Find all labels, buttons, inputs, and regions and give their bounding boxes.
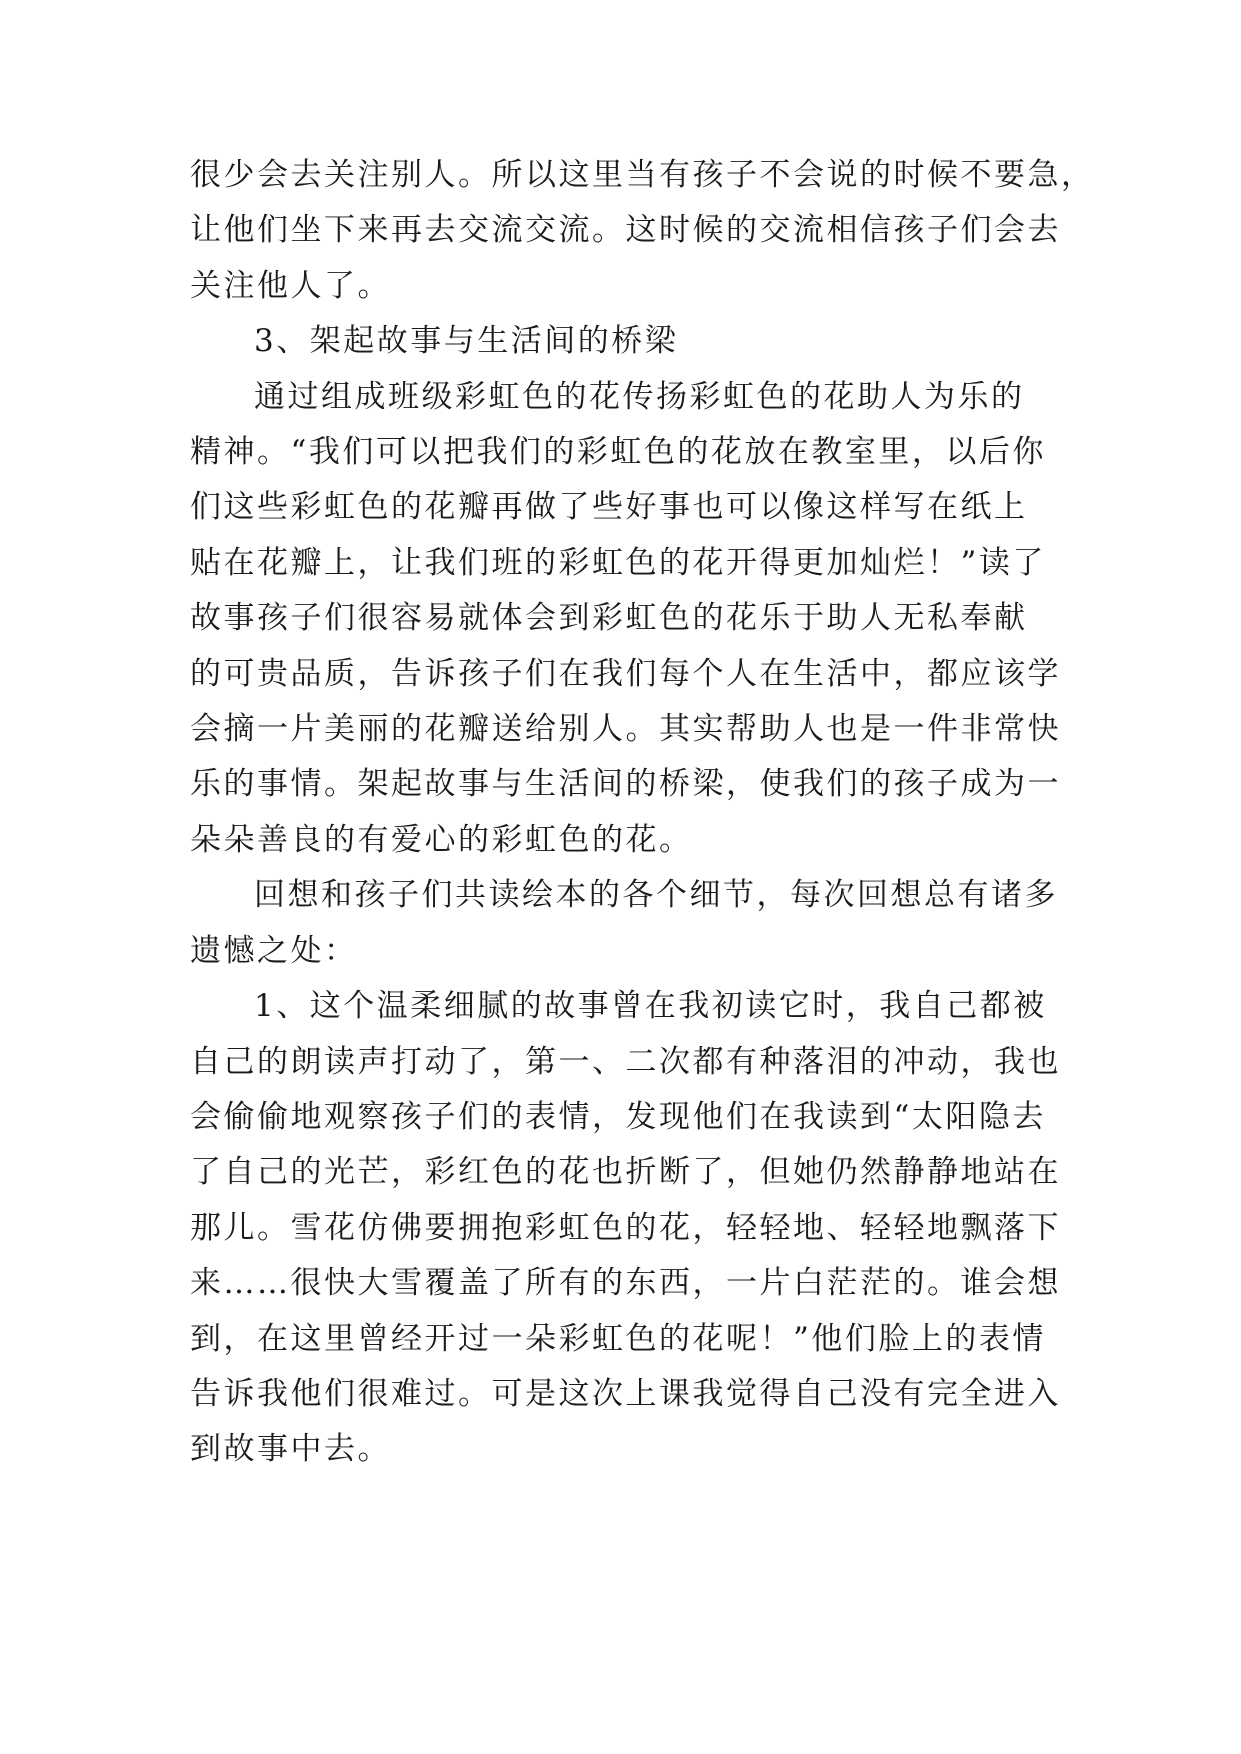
paragraph-bridge	[190, 370, 1090, 869]
text-line: 会偷偷地观察孩子们的表情，发现他们在我读到“太阳隐去	[190, 1098, 1046, 1135]
text-line: 通过组成班级彩虹色的花传扬彩虹色的花助人为乐的	[254, 378, 1025, 415]
text-line: 回想和孩子们共读绘本的各个细节，每次回想总有诸多	[254, 877, 1058, 914]
paragraph-reflection	[190, 868, 1090, 979]
heading-line: 3、架起故事与生活间的桥梁	[254, 323, 679, 360]
text-line: 的可贵品质，告诉孩子们在我们每个人在生活中，都应该学	[190, 655, 1061, 692]
text-line: 1、这个温柔细腻的故事曾在我初读它时，我自己都被	[254, 988, 1047, 1025]
text-line: 精神。“我们可以把我们的彩虹色的花放在教室里，以后你	[190, 434, 1046, 471]
text-line: 了自己的光芒，彩红色的花也折断了，但她仍然静静地站在	[190, 1154, 1061, 1191]
text-line: 朵朵善良的有爱心的彩虹色的花。	[190, 821, 693, 858]
text-line: 来……很快大雪覆盖了所有的东西，一片白茫茫的。谁会想	[190, 1265, 1061, 1302]
text-line: 到故事中去。	[190, 1431, 391, 1468]
text-line: 关注他人了。	[190, 267, 391, 304]
section-heading	[190, 314, 1090, 369]
text-line: 们这些彩虹色的花瓣再做了些好事也可以像这样写在纸上	[190, 489, 1028, 526]
text-line: 告诉我他们很难过。可是这次上课我觉得自己没有完全进入	[190, 1375, 1061, 1412]
text-line: 自己的朗读声打动了，第一、二次都有种落泪的冲动，我也	[190, 1043, 1061, 1080]
text-line: 乐的事情。架起故事与生活间的桥梁，使我们的孩子成为一	[190, 766, 1061, 803]
text-line: 让他们坐下来再去交流交流。这时候的交流相信孩子们会去	[190, 212, 1061, 249]
paragraph-regret-1	[190, 979, 1090, 1478]
text-line: 那儿。雪花仿佛要拥抱彩虹色的花，轻轻地、轻轻地飘落下	[190, 1209, 1061, 1246]
text-line: 会摘一片美丽的花瓣送给别人。其实帮助人也是一件非常快	[190, 711, 1061, 748]
text-line: 遗憾之处：	[190, 932, 358, 969]
text-line: 故事孩子们很容易就体会到彩虹色的花乐于助人无私奉献	[190, 600, 1028, 637]
text-line: 到，在这里曾经开过一朵彩虹色的花呢！”他们脸上的表情	[190, 1320, 1046, 1357]
text-line: 贴在花瓣上，让我们班的彩虹色的花开得更加灿烂！”读了	[190, 544, 1046, 581]
paragraph-intro	[190, 148, 1095, 314]
text-line: 很少会去关注别人。所以这里当有孩子不会说的时候不要急，	[190, 157, 1095, 193]
document-body	[190, 148, 1095, 1478]
